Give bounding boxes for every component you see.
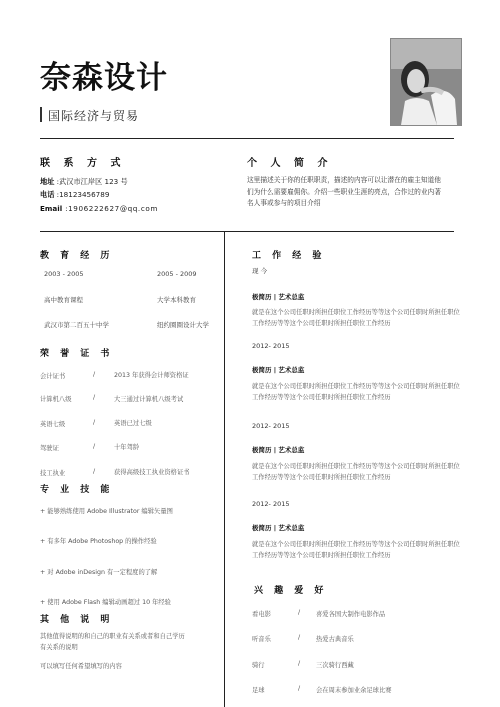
address-value: :武汉市江岸区 123 号	[54, 177, 128, 186]
work-section-title: 工 作 经 验	[252, 251, 326, 261]
skills-section-title: 专 业 技 能	[40, 485, 114, 495]
hobby-separator: /	[298, 685, 301, 692]
edu-course-1: 高中教育课程	[44, 296, 83, 304]
honor-desc: 2013 年获得会计师资格证	[114, 372, 189, 379]
skill-item: + 对 Adobe inDesign 有一定程度的了解	[40, 569, 158, 576]
job-date: 2012- 2015	[252, 342, 290, 350]
contact-phone	[40, 190, 109, 200]
job-title: 极简历 | 艺术总监	[252, 446, 305, 454]
hobby-name: 看电影	[252, 611, 271, 618]
hobby-name: 听音乐	[252, 636, 271, 643]
honor-name: 驾驶证	[40, 445, 59, 452]
job-date: 2012- 2015	[252, 500, 290, 508]
honor-name: 计算机八级	[40, 396, 72, 403]
honor-separator: /	[93, 371, 96, 378]
major-text: 国际经济与贸易	[48, 109, 140, 123]
other-line: 其他值得说明的和自己的职业有关系或者和自己学历	[40, 633, 185, 640]
major-accent-bar	[40, 107, 42, 122]
contact-address	[40, 177, 128, 187]
hobby-desc: 三次骑行西藏	[316, 662, 354, 669]
hobby-name: 足球	[252, 687, 265, 694]
header-divider	[40, 138, 454, 139]
profile-text: 这里描述关于你的任职职责，描述的内容可以让潜在的雇主知道他们为什么需要雇佣你。介绍一些职业生涯的亮点，合作过的业内著名人事或参与的项目介绍	[247, 176, 441, 207]
middle-divider	[40, 231, 454, 232]
honor-separator: /	[93, 443, 96, 450]
column-divider	[224, 231, 225, 707]
skill-item: + 使用 Adobe Flash 编辑动画超过 10 年经验	[40, 599, 171, 606]
honor-separator: /	[93, 394, 96, 401]
honor-desc: 大三通过计算机八级考试	[114, 396, 184, 403]
hobby-separator: /	[298, 609, 301, 616]
job-title: 极简历 | 艺术总监	[252, 293, 305, 301]
other-section-title: 其 他 说 明	[40, 615, 114, 625]
contact-email	[40, 204, 158, 213]
education-section-title: 教 育 经 历	[40, 251, 114, 261]
skill-item: + 有多年 Adobe Photoshop 的操作经验	[40, 538, 157, 545]
honors-section-title: 荣 誉 证 书	[40, 349, 114, 359]
hobby-desc: 热爱古典音乐	[316, 636, 354, 643]
honor-separator: /	[93, 468, 96, 475]
hobby-desc: 喜爱各国大制作电影作品	[316, 611, 386, 618]
edu-school-2: 纽约圈圈设计大学	[157, 321, 209, 329]
skill-item: + 能够熟练使用 Adobe Illustrator 编辑矢量图	[40, 508, 173, 515]
honor-name: 英语七级	[40, 421, 66, 428]
honor-name: 技工执业	[40, 470, 66, 477]
hobby-name: 骑行	[252, 662, 265, 669]
hobby-desc: 会在周末参加业余足球比赛	[316, 687, 392, 694]
job-date: 2012- 2015	[252, 422, 290, 430]
hobby-separator: /	[298, 660, 301, 667]
job-desc: 就是在这个公司任职时所担任职位工作经历等等这个公司任职时所担任职位工作经历等等这个公司任职时所担任职位工作经历	[252, 541, 460, 559]
job-desc: 就是在这个公司任职时所担任职位工作经历等等这个公司任职时所担任职位工作经历等等这个公司任职时所担任职位工作经历	[252, 309, 460, 327]
edu-school-1: 武汉市第二百五十中学	[44, 321, 109, 329]
email-value: :1906222627@qq.com	[62, 204, 158, 213]
job-title: 极简历 | 艺术总监	[252, 366, 305, 374]
honor-separator: /	[93, 419, 96, 426]
honor-desc: 英语已过七级	[114, 420, 152, 427]
edu-date-2: 2005 - 2009	[157, 270, 197, 278]
job-desc: 就是在这个公司任职时所担任职位工作经历等等这个公司任职时所担任职位工作经历等等这个公司任职时所担任职位工作经历	[252, 463, 460, 481]
hobby-separator: /	[298, 634, 301, 641]
work-now-label: 现 今	[252, 267, 268, 275]
honor-desc: 十年驾龄	[114, 444, 140, 451]
edu-course-2: 大学本科教育	[157, 296, 196, 304]
honor-desc: 获得高级技工执业资格证书	[114, 469, 190, 476]
profile-photo	[390, 38, 462, 126]
hobbies-section-title: 兴 趣 爱 好	[254, 586, 328, 596]
job-desc: 就是在这个公司任职时所担任职位工作经历等等这个公司任职时所担任职位工作经历等等这个公司任职时所担任职位工作经历	[252, 383, 460, 401]
phone-value: :18123456789	[54, 190, 110, 199]
other-line: 有关系的说明	[40, 644, 78, 651]
honor-name: 会计证书	[40, 373, 66, 380]
address-label: 地址	[40, 177, 55, 186]
job-title: 极简历 | 艺术总监	[252, 524, 305, 532]
resume-name: 奈森设计	[40, 60, 168, 96]
contact-section-title: 联 系 方 式	[40, 158, 126, 169]
phone-label: 电话	[40, 190, 55, 199]
profile-section-title: 个 人 简 介	[247, 158, 333, 169]
portrait-image	[391, 39, 461, 125]
other-line: 可以填写任何希望填写的内容	[40, 663, 122, 670]
email-label: Email	[40, 204, 63, 213]
edu-date-1: 2003 - 2005	[44, 270, 84, 278]
